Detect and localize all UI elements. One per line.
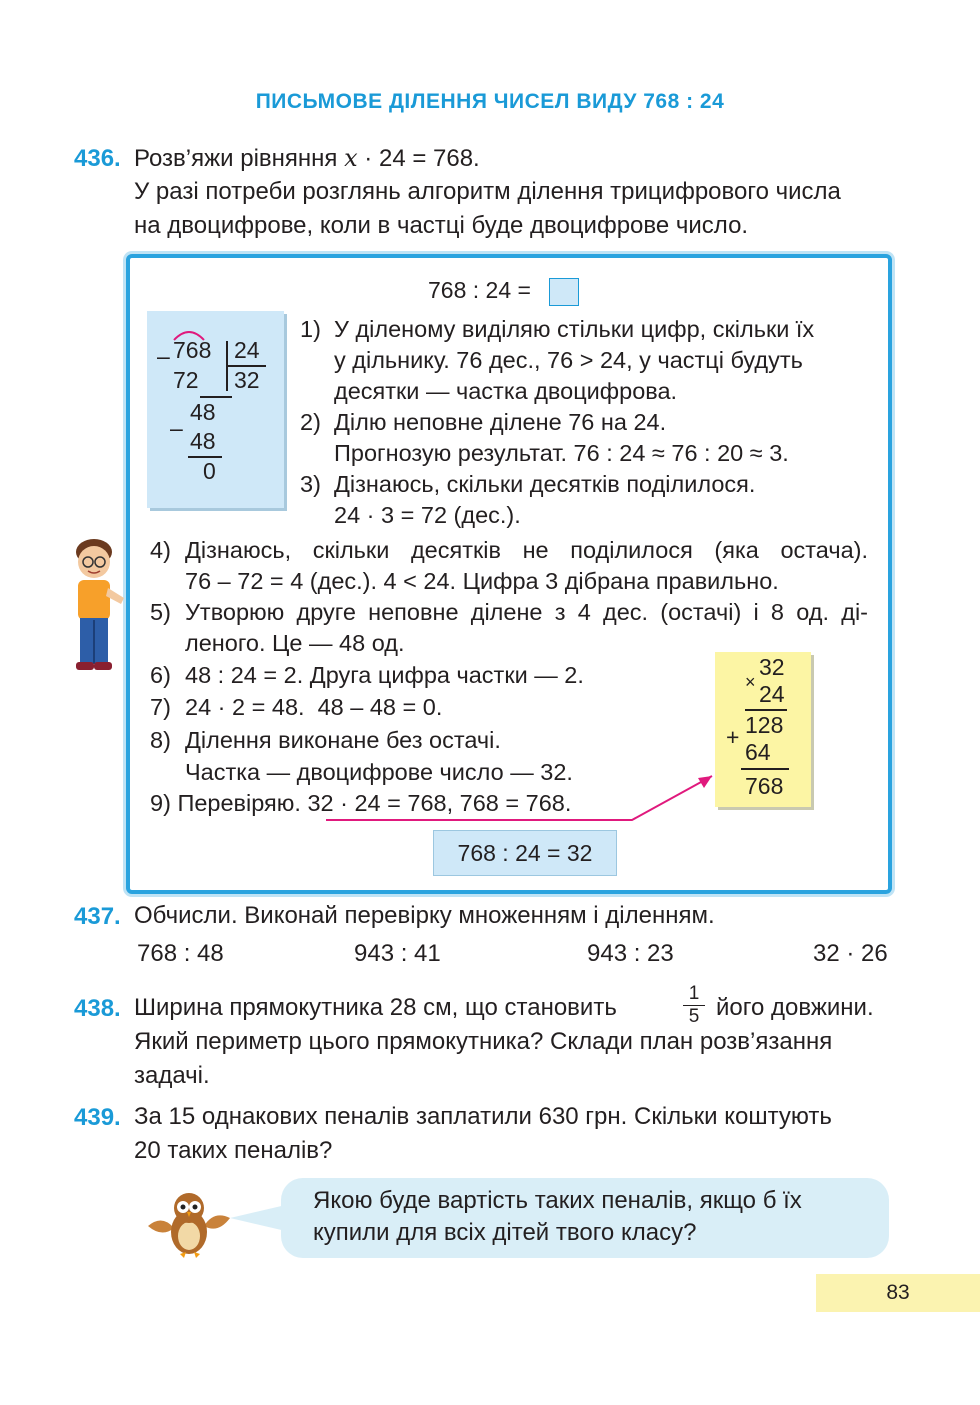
page-number: 83 xyxy=(816,1274,980,1312)
subtrahend-1: 72 xyxy=(173,367,199,393)
minus-sign-2: – xyxy=(170,415,183,441)
bubble-line1: Якою буде вартість таких пеналів, якщо б їх xyxy=(313,1187,802,1214)
check-arrow-icon xyxy=(320,770,720,830)
long-division xyxy=(157,325,270,495)
boy-character-icon xyxy=(66,536,130,678)
task-439-number: 439. xyxy=(74,1104,121,1131)
underline-1 xyxy=(200,396,232,398)
task-439-line2: 20 таких пеналів? xyxy=(134,1137,333,1164)
task-438-number: 438. xyxy=(74,995,121,1022)
divisor: 24 xyxy=(234,337,260,363)
final-remainder: 0 xyxy=(203,458,216,484)
task-438-line1-post: його довжини. xyxy=(716,994,874,1021)
answer-box xyxy=(549,278,579,306)
task-438-line2: Який периметр цього прямокутника? Склади план розв’язання xyxy=(134,1028,833,1055)
task-438-line3: задачі. xyxy=(134,1062,210,1089)
check-line-1 xyxy=(745,709,787,711)
fraction-one-fifth: 1 5 xyxy=(683,983,705,1028)
task-436-line2: У разі потреби розглянь алгоритм ділення трицифрового числа xyxy=(134,178,841,205)
task-436-line3: на двоцифрове, коли в частці буде двоцифрове число. xyxy=(134,212,749,239)
dividend: 768 xyxy=(173,337,212,363)
task-438-line1-pre: Ширина прямокутника 28 см, що становить xyxy=(134,994,617,1021)
check-line-2 xyxy=(741,768,789,770)
speech-bubble xyxy=(281,1178,889,1258)
remainder-1: 48 xyxy=(190,399,216,425)
task-436-line1: Розв’яжи рівняння x · 24 = 768. xyxy=(134,144,480,172)
task-437-item-3: 943 : 23 xyxy=(587,940,674,967)
division-equation: 768 : 24 = xyxy=(428,277,531,303)
task-436-number: 436. xyxy=(74,145,121,172)
check-multiplication: 32 × 24 128 + 64 768 xyxy=(715,652,811,807)
bubble-line2: купили для всіх дітей твого класу? xyxy=(313,1219,697,1246)
plus-sign: + xyxy=(726,724,740,750)
task-437-number: 437. xyxy=(74,903,121,930)
task-437-text: Обчисли. Виконай перевірку множенням і діленням. xyxy=(134,902,715,929)
times-sign: × xyxy=(745,672,756,692)
task-437-item-2: 943 : 41 xyxy=(354,940,441,967)
subtrahend-2: 48 xyxy=(190,428,216,454)
minus-sign-1: – xyxy=(157,343,170,369)
result-box: 768 : 24 = 32 xyxy=(433,830,617,876)
variable-x: x xyxy=(344,144,358,172)
owl-icon xyxy=(144,1188,234,1262)
task-437-item-4: 32 · 26 xyxy=(813,940,888,967)
task-439-line1: За 15 однакових пеналів заплатили 630 грн. Скільки коштують xyxy=(134,1103,832,1130)
step-9: 9) Перевіряю. 32 · 24 = 768, 768 = 768. xyxy=(150,790,572,816)
task-437-item-1: 768 : 48 xyxy=(137,940,224,967)
quotient: 32 xyxy=(234,367,260,393)
section-title: ПИСЬМОВЕ ДІЛЕННЯ ЧИСЕЛ ВИДУ 768 : 24 xyxy=(255,90,725,113)
